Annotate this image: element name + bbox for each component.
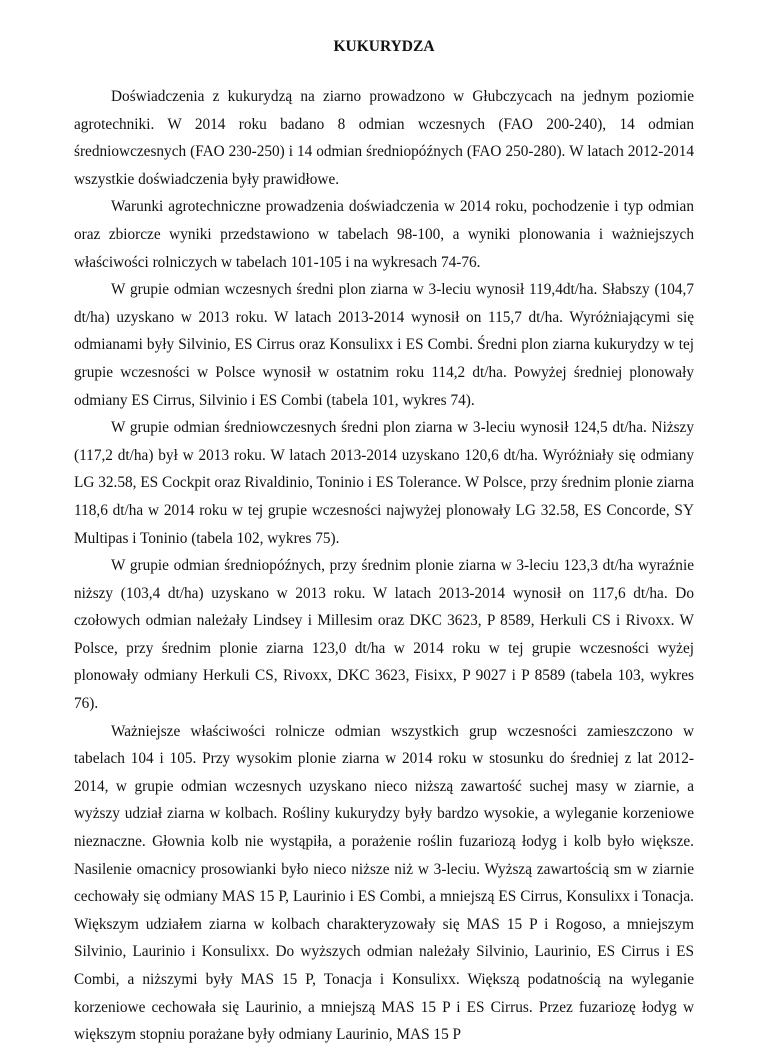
paragraph-conditions: Warunki agrotechniczne prowadzenia doświadczenia w 2014 roku, pochodzenie i typ odmian oraz zbiorcze wyniki przedstawiono w tabelach 98-100, a wyniki plonowania i ważniejszych właściwości rolniczych w tabelach 101-105 i na wykresach 74-76. [74,198,694,271]
document-title: KUKURYDZA [333,38,435,55]
paragraph-early-varieties: W grupie odmian wczesnych średni plon ziarna w 3-leciu wynosił 119,4dt/ha. Słabszy (104,7 dt/ha) uzyskano w 2013 roku. W latach 2013-2014 wynosił on 115,7 dt/ha. Wyróżniającymi się odmianami były Silvinio, ES Cirrus oraz Konsulixx i ES Combi. Średni plon ziarna kukurydzy w tej grupie wczesności w Polsce wynosił w ostatnim roku 114,2 dt/ha. Powyżej średniej plonowały odmiany ES Cirrus, Silvinio i ES Combi (tabela 101, wykres 74). [74,281,694,409]
paragraph-intro: Doświadczenia z kukurydzą na ziarno prowadzono w Głubczycach na jednym poziomie agrotechniki. W 2014 roku badano 8 odmian wczesnych (FAO 200-240), 14 odmian średniowczesnych (FAO 230-250) i 14 odmian średniopóźnych (FAO 250-280). W latach 2012-2014 wszystkie doświadczenia były prawidłowe. [74,88,694,188]
paragraph-mid-late-varieties: W grupie odmian średniopóźnych, przy średnim plonie ziarna w 3-leciu 123,3 dt/ha wyraźnie niższy (103,4 dt/ha) uzyskano w 2013 roku. W latach 2013-2014 wynosił on 117,6 dt/ha. Do czołowych odmian należały Lindsey i Millesim oraz DKC 3623, P 8589, Herkuli CS i Rivoxx. W Polsce, przy średnim plonie ziarna 123,0 dt/ha w 2014 roku w tej grupie wczesności wyżej plonowały odmiany Herkuli CS, Rivoxx, DKC 3623, Fisixx, P 9027 i P 8589 (tabela 103, wykres 76). [74,557,694,713]
document-page [74,36,694,1049]
paragraph-mid-early-varieties: W grupie odmian średniowczesnych średni plon ziarna w 3-leciu wynosił 124,5 dt/ha. Niższy (117,2 dt/ha) był w 2013 roku. W latach 2013-2014 uzyskano 120,6 dt/ha. Wyróżniały się odmiany LG 32.58, ES Cockpit oraz Rivaldinio, Toninio i ES Tolerance. W Polsce, przy średnim plonie ziarna 118,6 dt/ha w 2014 roku w tej grupie wczesności najwyżej plonowały LG 32.58, ES Concorde, SY Multipas i Toninio (tabela 102, wykres 75). [74,419,694,547]
paragraph-agronomic-properties: Ważniejsze właściwości rolnicze odmian wszystkich grup wczesności zamieszczono w tabelach 104 i 105. Przy wysokim plonie ziarna w 2014 roku w stosunku do średniej z lat 2012-2014, w grupie odmian wczesnych uzyskano nieco niższą zawartość suchej masy w ziarnie, a wyższy udział ziarna w kolbach. Rośliny kukurydzy były bardzo wysokie, a wyleganie korzeniowe nieznaczne. Głownia kolb nie wystąpiła, a porażenie roślin fuzariozą łodyg i kolb było większe. Nasilenie omacnicy prosowianki było nieco niższe niż w 3-leciu. Wyższą zawartością sm w ziarnie cechowały się odmiany MAS 15 P, Laurinio i ES Combi, a mniejszą ES Cirrus, Konsulixx i Tonacja. Większym udziałem ziarna w kolbach charakteryzowały się MAS 15 P i Rogoso, a mniejszym Silvinio, Laurinio i Konsulixx. Do wyższych odmian należały Silvinio, Laurinio, ES Cirrus i ES Combi, a niższymi były MAS 15 P, Tonacja i Konsulixx. Większą podatnością na wyleganie korzeniowe cechowała się Laurinio, a mniejszą MAS 15 P i ES Cirrus. Przez fuzariozę łodyg w większym stopniu porażane były odmiany Laurinio, MAS 15 P [74,722,694,1044]
